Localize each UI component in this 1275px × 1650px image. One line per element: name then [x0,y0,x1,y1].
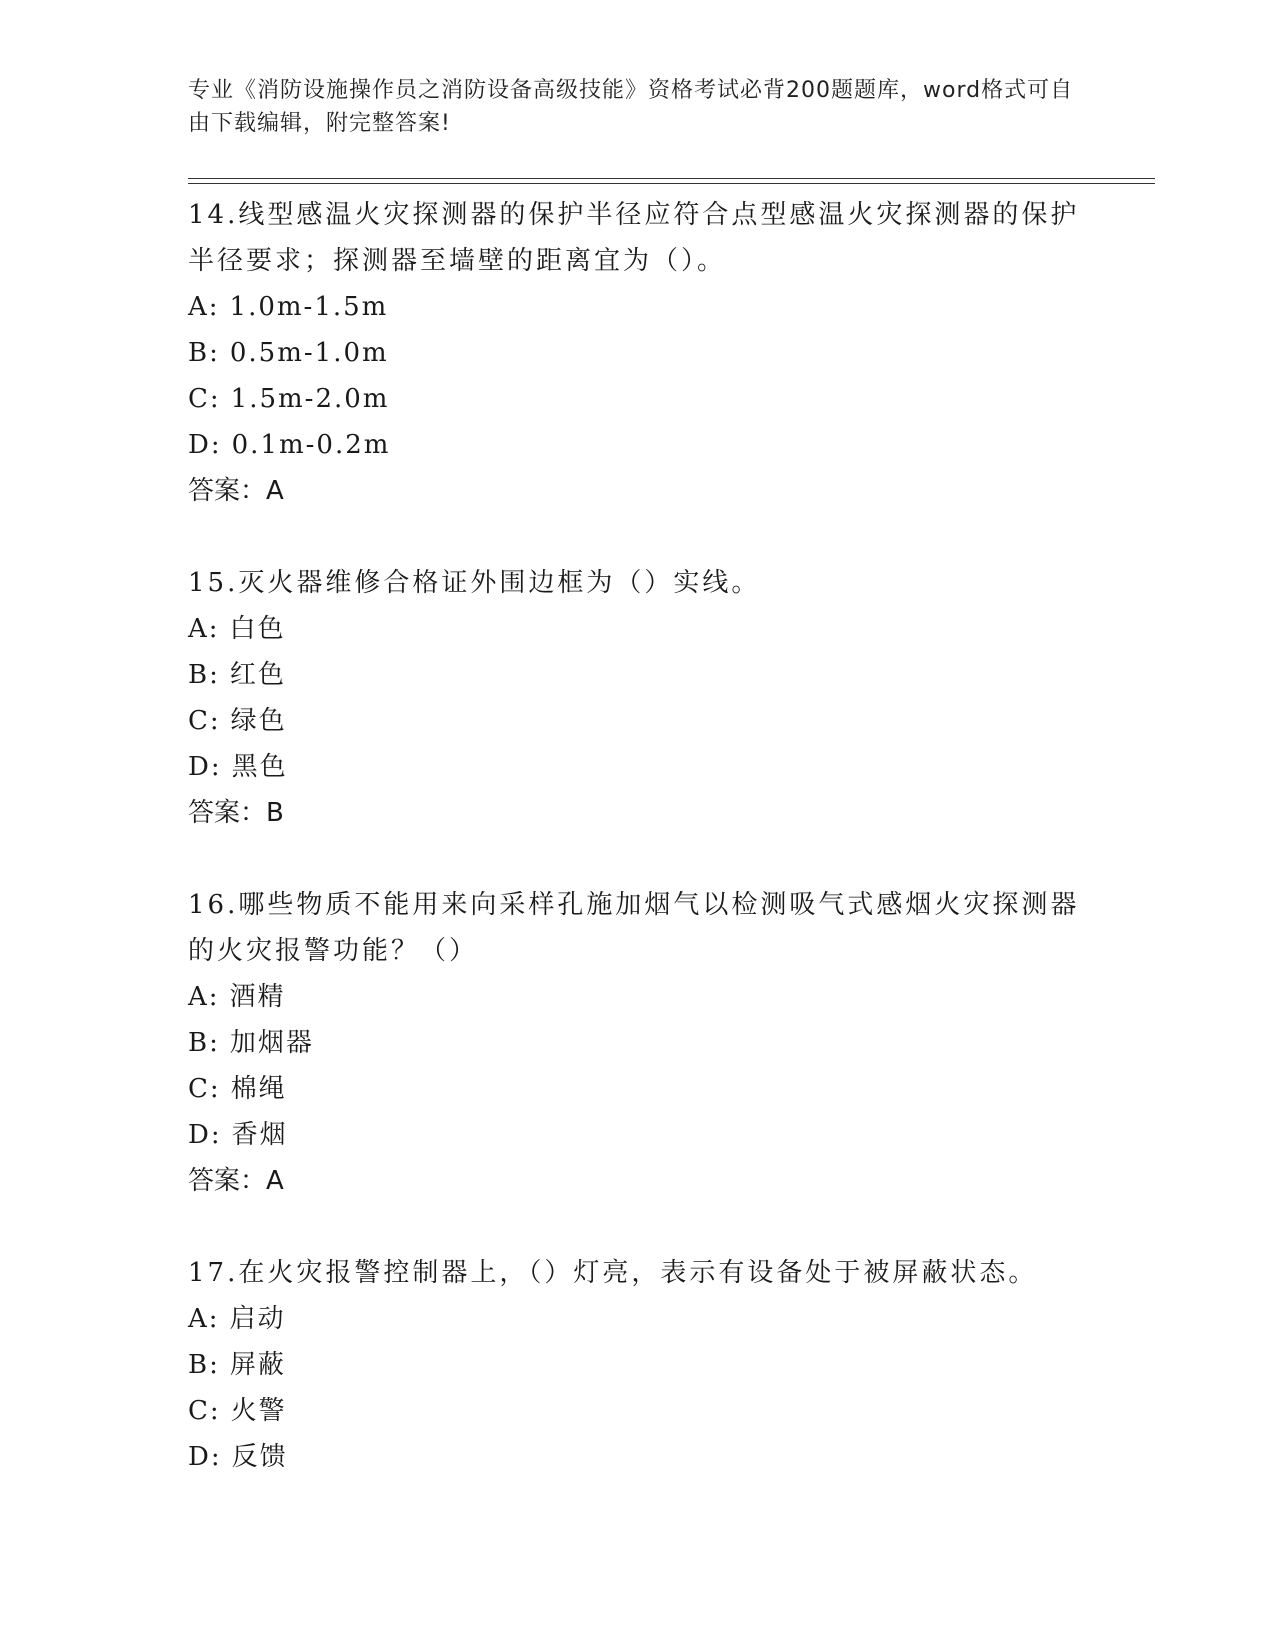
option-text: 启动 [229,1304,286,1334]
option-c [188,376,1088,422]
option-text: 屏蔽 [229,1350,286,1380]
option-text: 0.1m-0.2m [231,430,391,460]
option-letter: C: [188,1396,221,1426]
question-stem: 17.在火灾报警控制器上，（）灯亮，表示有设备处于被屏蔽状态。 [188,1258,1038,1288]
question-stem: 14.线型感温火灾探测器的保护半径应符合点型感温火灾探测器的保护半径要求；探测器至墙壁的距离宜为（）。 [188,200,1080,276]
option-letter: B: [188,1028,220,1058]
option-letter: B: [188,338,220,368]
option-d [188,422,1088,468]
option-letter: A: [188,292,220,322]
option-a [188,974,1088,1020]
option-text: 红色 [229,660,286,690]
option-text: 加烟器 [229,1028,314,1058]
answer-line: 答案：B [188,798,284,828]
option-c [188,698,1088,744]
document-header: 专业《消防设施操作员之消防设备高级技能》资格考试必背200题题库，word格式可自由下载编辑，附完整答案! [188,78,1074,136]
question-16 [188,882,1088,1204]
option-b [188,1020,1088,1066]
question-list [188,192,1088,1526]
option-letter: D: [188,1442,222,1472]
option-letter: C: [188,706,221,736]
option-text: 1.5m-2.0m [230,384,390,414]
question-14 [188,192,1088,514]
option-letter: A: [188,614,220,644]
option-text: 1.0m-1.5m [229,292,389,322]
option-text: 白色 [229,614,286,644]
option-letter: D: [188,1120,222,1150]
option-text: 棉绳 [230,1074,287,1104]
option-b [188,330,1088,376]
option-a [188,606,1088,652]
question-stem: 16.哪些物质不能用来向采样孔施加烟气以检测吸气式感烟火灾探测器的火灾报警功能？（） [188,890,1080,966]
answer-line: 答案：A [188,1166,284,1196]
option-d [188,1434,1088,1480]
option-text: 绿色 [230,706,287,736]
option-a [188,284,1088,330]
option-text: 香烟 [231,1120,288,1150]
option-b [188,652,1088,698]
option-d [188,1112,1088,1158]
option-c [188,1066,1088,1112]
option-letter: A: [188,982,220,1012]
question-15 [188,560,1088,836]
header-divider-bottom [188,183,1155,184]
option-text: 火警 [230,1396,287,1426]
question-stem: 15.灭火器维修合格证外围边框为（）实线。 [188,568,761,598]
option-letter: C: [188,1074,221,1104]
question-17 [188,1250,1088,1480]
option-text: 反馈 [231,1442,288,1472]
option-text: 黑色 [231,752,288,782]
option-b [188,1342,1088,1388]
option-letter: D: [188,752,222,782]
option-letter: B: [188,1350,220,1380]
option-letter: B: [188,660,220,690]
option-c [188,1388,1088,1434]
option-letter: A: [188,1304,220,1334]
option-text: 0.5m-1.0m [229,338,389,368]
option-letter: D: [188,430,222,460]
header-divider-top [188,178,1155,179]
answer-line: 答案：A [188,476,284,506]
option-a [188,1296,1088,1342]
option-d [188,744,1088,790]
option-letter: C: [188,384,221,414]
option-text: 酒精 [229,982,286,1012]
